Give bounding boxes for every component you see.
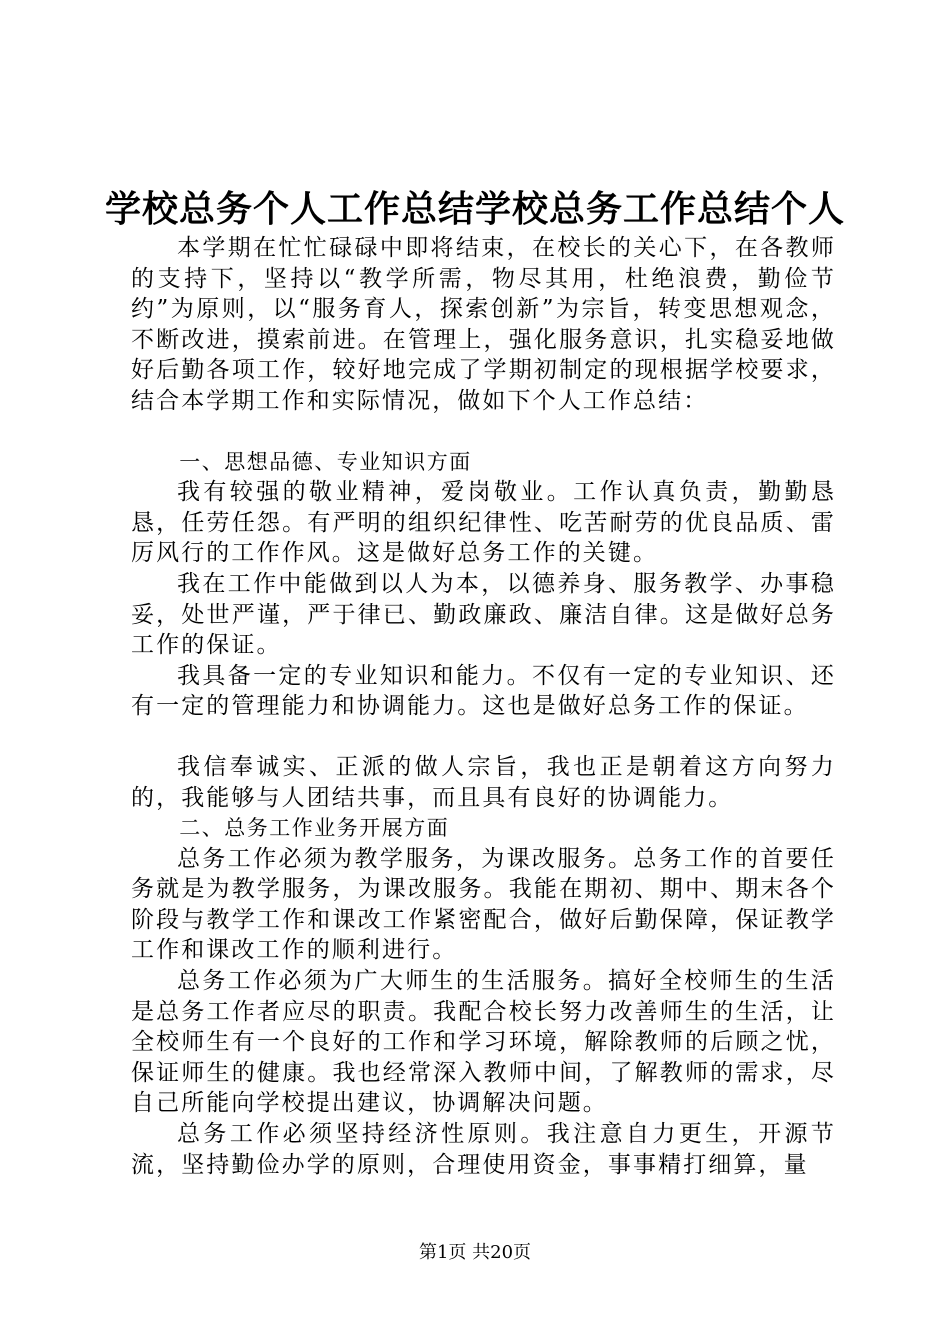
spacer [131, 722, 836, 752]
document-body [131, 233, 836, 1180]
spacer [131, 417, 836, 447]
paragraph: 总务工作必须为广大师生的生活服务。搞好全校师生的生活是总务工作者应尽的职责。我配合校长努力改善师生的生活，让全校师生有一个良好的工作和学习环境，解除教师的后顾之忧，保证师生的健康。我也经常深入教师中间，了解教师的需求，尽自己所能向学校提出建议，协调解决问题。 [131, 968, 836, 1117]
section-heading-2: 二、总务工作业务开展方面 [179, 816, 450, 841]
document-title: 学校总务个人工作总结学校总务工作总结个人 [104, 188, 845, 230]
paragraph: 我在工作中能做到以人为本，以德养身、服务教学、办事稳妥，处世严谨，严于律已、勤政廉政、廉洁自律。这是做好总务工作的保证。 [131, 570, 836, 659]
section-heading-1: 一、思想品德、专业知识方面 [179, 449, 472, 474]
paragraph: 总务工作必须坚持经济性原则。我注意自力更生，开源节流，坚持勤俭办学的原则，合理使用资金，事事精打细算，量 [131, 1121, 836, 1178]
intro-paragraph: 本学期在忙忙碌碌中即将结束，在校长的关心下，在各教师的支持下，坚持以“教学所需，物尽其用，杜绝浪费，勤俭节约”为原则，以“服务育人，探索创新”为宗旨，转变思想观念，不断改进，摸索前进。在管理上，强化服务意识，扎实稳妥地做好后勤各项工作，较好地完成了学期初制定的现根据学校要求，结合本学期工作和实际情况，做如下个人工作总结： [131, 235, 836, 414]
paragraph: 总务工作必须为教学服务，为课改服务。总务工作的首要任务就是为教学服务，为课改服务。我能在期初、期中、期末各个阶段与教学工作和课改工作紧密配合，做好后勤保障，保证教学工作和课改工作的顺利进行。 [131, 845, 836, 964]
paragraph: 我信奉诚实、正派的做人宗旨，我也正是朝着这方向努力的，我能够与人团结共事，而且具有良好的协调能力。 [131, 753, 836, 811]
page-footer: 第1页 共20页 [418, 1242, 532, 1263]
paragraph: 我具备一定的专业知识和能力。不仅有一定的专业知识、还有一定的管理能力和协调能力。这也是做好总务工作的保证。 [131, 662, 836, 720]
paragraph: 我有较强的敬业精神，爱岗敬业。工作认真负责，勤勤恳恳，任劳任怨。有严明的组织纪律性、吃苦耐劳的优良品质、雷厉风行的工作作风。这是做好总务工作的关键。 [131, 479, 836, 567]
